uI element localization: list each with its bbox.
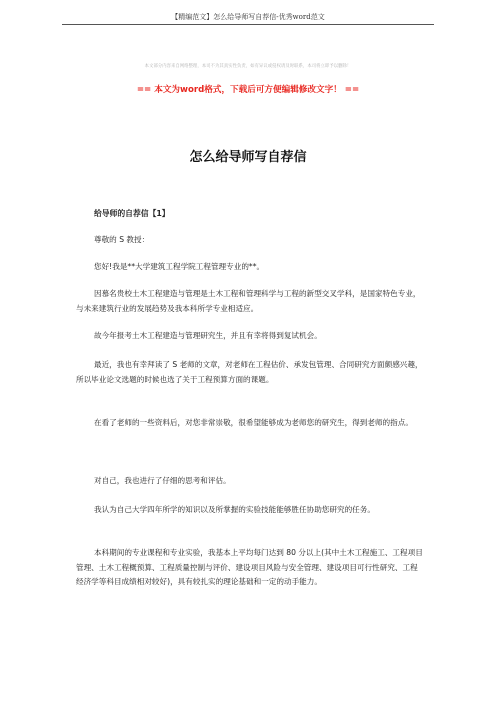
paragraph: 我认为自己大学四年所学的知识以及所掌握的实验技能能够胜任协助您研究的任务。 <box>94 505 375 514</box>
disclaimer-text: 本文部分内容来自网络整理，本司不为其真实性负责，如有异议或侵权请及时联系，本司将立即予以删除！ <box>144 64 352 69</box>
paragraph: 故今年报考土木工程建造与管理研究生，并且有幸将得到复试机会。 <box>94 331 322 340</box>
paragraph: 您好!我是**大学建筑工程学院工程管理专业的**。 <box>94 262 265 271</box>
running-header: 【精编范文】怎么给导师写自荐信-优秀word范文 <box>171 13 325 21</box>
document-title: 怎么给导师写自荐信 <box>189 150 307 165</box>
paragraph: 本科期间的专业课程和专业实验，我基本上平均每门达到 80 分以上(其中土木工程施工、工程项目管理、土木工程概预算、工程质量控制与评价、建设项目风险与安全管理、建设项目可行性研究、工程经济学等科目成绩相对较好)，具有较扎实的理论基础和一定的动手能力。 <box>76 548 423 586</box>
header-divider <box>62 24 434 25</box>
section-heading: 给导师的自荐信【1】 <box>94 209 170 218</box>
paragraph: 对自己，我也进行了仔细的思考和评估。 <box>94 476 231 485</box>
paragraph: 最近，我也有幸拜读了 S 老师的文章，对老师在工程估价、承发包管理、合同研究方面颇感兴趣，所以毕业论文选题的时候也选了关于工程预算方面的课题。 <box>76 360 423 384</box>
paragraph: 因慕名贵校土木工程建造与管理是土木工程和管理科学与工程的新型交叉学科，是国家特色专业，与未来建筑行业的发展趋势及我本科所学专业相适应。 <box>76 289 421 313</box>
word-format-banner: == 本文为word格式，下载后可方便编辑修改文字！ == <box>136 85 360 95</box>
paragraph: 在看了老师的一些资料后，对您非常崇敬，很希望能够成为老师您的研究生，得到老师的指点。 <box>94 418 413 427</box>
salutation: 尊敬的 S 教授： <box>94 235 150 244</box>
